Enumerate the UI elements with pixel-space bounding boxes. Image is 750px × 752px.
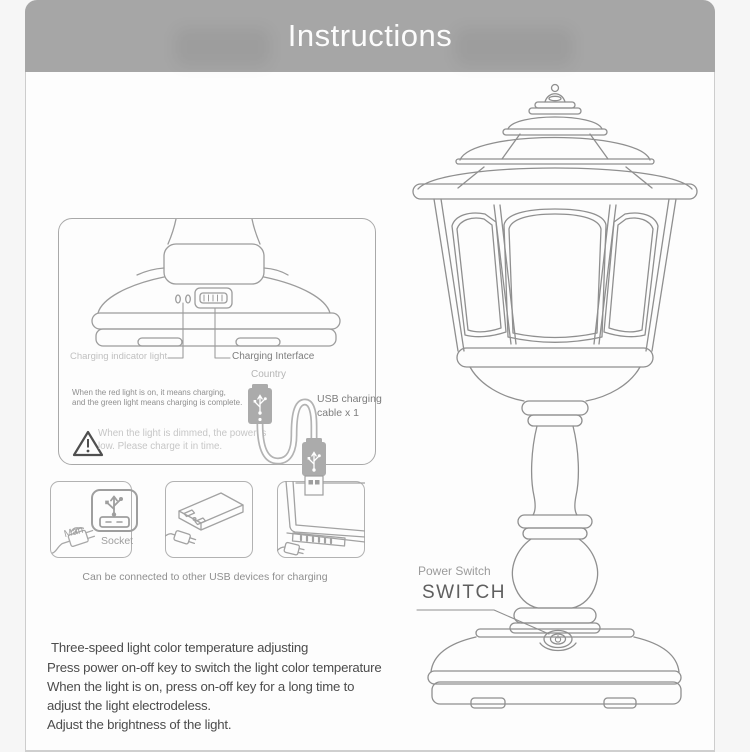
warning-line-1: When the light is dimmed, the power is — [98, 428, 267, 439]
base-cylinder — [164, 244, 264, 284]
usb-metal-tip — [305, 476, 323, 495]
base-rim — [92, 313, 340, 329]
usb-icon — [105, 497, 123, 517]
usb-devices-caption: Can be connected to other USB devices for charging — [82, 571, 328, 583]
leader-line-interface — [215, 308, 230, 358]
usb-connector-top — [248, 384, 272, 424]
usb-plug-icon — [277, 540, 305, 558]
base-foot — [236, 338, 280, 346]
instruction-line: Three-speed light color temperature adjusting — [51, 640, 309, 655]
usb-plug-icon — [165, 527, 197, 549]
base-neck — [168, 219, 176, 244]
leader-line-switch — [417, 610, 549, 634]
port-slot — [195, 518, 206, 525]
base-foot — [138, 338, 182, 346]
lantern-roof — [413, 117, 697, 199]
instruction-line: adjust the light electrodeless. — [47, 698, 211, 713]
lantern-finial — [529, 85, 581, 115]
note-line-1: When the red light is on, it means charging, — [72, 388, 226, 397]
power-switch-label: Power Switch — [418, 564, 491, 578]
cable-label-line-2: cable x 1 — [317, 407, 360, 419]
lamp-base — [428, 629, 681, 708]
header-bar — [25, 0, 715, 72]
warning-line-2: low. Please charge it in time. — [98, 440, 223, 452]
indicator-lights-icon — [176, 295, 181, 303]
socket-label: Socket — [101, 535, 134, 547]
switch-label: SWITCH — [422, 582, 506, 603]
instruction-line: When the light is on, press on-off key for a long time to — [47, 679, 355, 694]
lantern-cage — [434, 199, 676, 367]
port-slot — [184, 510, 195, 517]
red-green-note — [72, 388, 242, 408]
cable-label-line-1: USB charging — [317, 393, 382, 405]
instruction-line: Adjust the brightness of the light. — [47, 717, 232, 732]
front-window — [504, 209, 606, 342]
usb-cable-drawing — [235, 375, 380, 500]
leader-line-indicator — [168, 303, 183, 358]
base-plate — [96, 329, 336, 346]
base-dome — [98, 277, 164, 313]
lamp-drawing — [398, 72, 720, 720]
charging-interface-label: Charging Interface — [232, 351, 315, 362]
country-label: Country — [251, 369, 287, 380]
page-title: Instructions — [287, 18, 453, 53]
base-foot — [604, 698, 636, 708]
note-line-2: and the green light means charging is complete. — [72, 398, 243, 407]
usb-a-port-icon — [100, 517, 129, 527]
usb-connector-bottom — [302, 438, 326, 495]
instruction-line: Press power on-off key to switch the light color temperature — [47, 660, 382, 675]
lamp-base-drawing — [80, 219, 360, 369]
charging-indicator-label: Charging indicator light — [70, 351, 168, 362]
usb-socket-drawing — [50, 481, 140, 561]
base-foot — [471, 698, 505, 708]
man-label: Man — [62, 524, 85, 541]
usb-port-icon — [195, 288, 232, 308]
